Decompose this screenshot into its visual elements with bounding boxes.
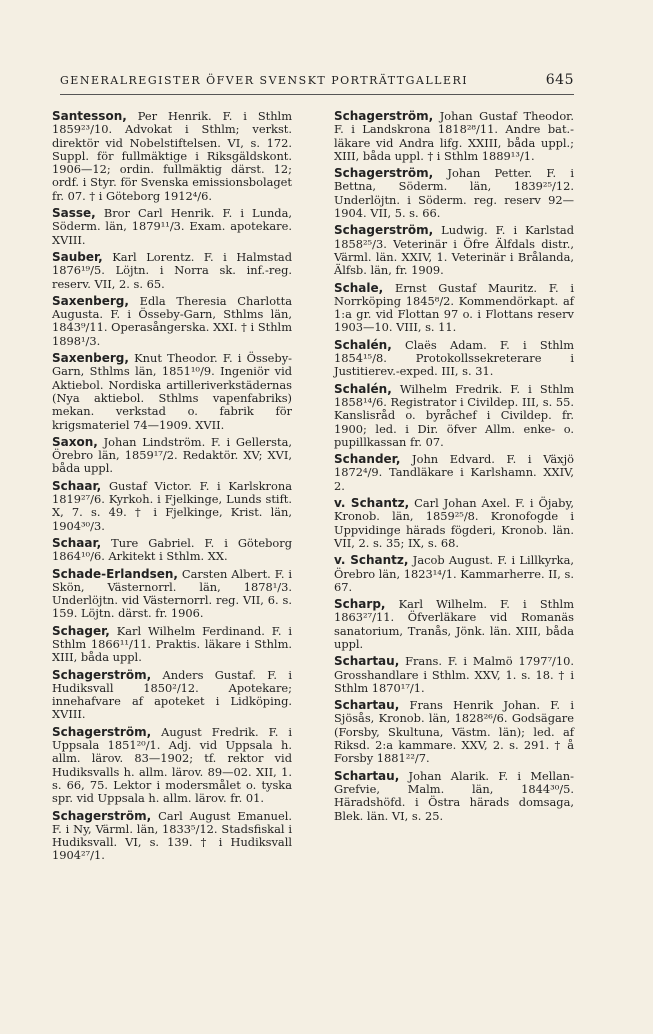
entry-name: Schagerström, <box>334 166 434 181</box>
register-entry <box>334 167 574 220</box>
register-entry <box>52 537 292 564</box>
left-column <box>52 110 292 867</box>
register-entry <box>334 497 574 550</box>
entry-text: Ludwig. F. i Karlstad 1858²⁵/3. Veterinär i Öfre Älfdals distr., Värml. län. XXIV, 1. Veterinär i Brålanda, Älfsb. län, fr. 1909. <box>334 223 574 278</box>
entry-text: Jacob August. F. i Lillkyrka, Örebro län, 1823¹⁴/1. Kammarherre. II, s. 67. <box>334 553 574 594</box>
entry-name: Saxenberg, <box>52 351 129 366</box>
register-entry <box>52 669 292 722</box>
entry-text: Frans Henrik Johan. F. i Sjösås, Kronob. län, 1828²⁶/6. Godsägare (Forsby, Skultuna, Västm. län); led. af Riksd. 2:a kammare. XXV, 2. s. 291. † å Forsby 1881²²/7. <box>334 698 574 766</box>
entry-name: v. Schantz, <box>334 553 409 568</box>
entry-text: Per Henrik. F. i Sthlm 1859²³/10. Advokat i Sthlm; verkst. direktör vid Nobelstiftelsen. VI, s. 172. Suppl. för fullmäktige i Riksgäldskont. 1906—12; ordin. fullmäktig därst. 12; ordf. i Styr. för Svenska emissionsbolaget fr. 07. † i Göteborg 1912⁴/6. <box>52 109 292 203</box>
entry-text: Johan Gustaf Theodor. F. i Landskrona 1818²⁸/11. Andre bat.-läkare vid Andra lifg. XXIII, båda uppl.; XIII, båda uppl. † i Sthlm 1889¹³/1. <box>334 109 574 163</box>
entry-text: Ernst Gustaf Mauritz. F. i Norrköping 1845⁸/2. Kommendörkapt. af 1:a gr. vid Flottan 97 o. i Flottans reserv 1903—10. VIII, s. 11. <box>334 280 574 335</box>
entry-name: Schagerström, <box>52 808 152 823</box>
entry-text: John Edvard. F. i Växjö 1872⁴/9. Tandläkare i Karlshamn. XXIV, 2. <box>334 452 574 493</box>
register-entry <box>52 110 292 203</box>
header-rule <box>60 94 574 95</box>
register-entry <box>334 224 574 277</box>
entry-text: Wilhelm Fredrik. F. i Sthlm 1858¹⁴/6. Registrator i Civildep. III, s. 55. Kanslisråd o. byråchef i Civildep. fr. 1900; led. i Dir. öfver Allm. enke- o. pupillkassan fr. 07. <box>334 381 574 449</box>
entry-text: Johan Lindström. F. i Gellersta, Örebro län, 1859¹⁷/2. Redaktör. XV; XVI, båda uppl. <box>52 434 292 476</box>
entry-name: Schade-Erlandsen, <box>52 566 178 581</box>
register-entry <box>334 770 574 823</box>
register-entry <box>334 598 574 651</box>
entry-name: Scharp, <box>334 597 386 612</box>
entry-name: Schartau, <box>334 654 400 669</box>
entry-name: Schalén, <box>334 381 392 396</box>
entry-text: Gustaf Victor. F. i Karlskrona 1819²⁷/6. Kyrkoh. i Fjelkinge, Lunds stift. X, 7. s. 49. † i Fjelkinge, Krist. län, 1904³⁰/3. <box>52 478 292 533</box>
register-entry <box>52 207 292 247</box>
register-entry <box>52 295 292 348</box>
register-entry <box>52 436 292 476</box>
entry-text: Bror Carl Henrik. F. i Lunda, Söderm. län, 1879¹¹/3. Exam. apotekare. XVIII. <box>52 206 292 247</box>
entry-name: Sasse, <box>52 206 96 221</box>
entry-name: v. Schantz, <box>334 496 410 511</box>
entry-name: Schager, <box>52 623 110 638</box>
entry-name: Sauber, <box>52 249 103 264</box>
entry-text: Frans. F. i Malmö 1797⁷/10. Grosshandlare i Sthlm. XXV, 1. s. 18. † i Sthlm 1870¹⁷/1. <box>334 654 574 695</box>
entry-text: Karl Wilhelm Ferdinand. F. i Sthlm 1866¹¹/11. Praktis. läkare i Sthlm. XIII, båda uppl. <box>52 623 292 665</box>
entry-name: Schagerström, <box>334 109 434 123</box>
page-header <box>60 74 574 90</box>
entry-name: Santesson, <box>52 109 127 123</box>
entry-text: August Fredrik. F. i Uppsala 1851²⁰/1. Adj. vid Uppsala h. allm. lärov. 83—1902; tf. rektor vid Hudiksvalls h. allm. lärov. 89—02. XII, 1. s. 66, 75. Lektor i modersmålet o. tyska spr. vid Uppsala h. allm. lärov. fr. 01. <box>52 724 292 806</box>
entry-text: Carl Johan Axel. F. i Öjaby, Kronob. län, 1859²⁵/8. Kronofogde i Uppvidinge härads fögderi, Kronob. län. VII, 2. s. 35; IX, s. 68. <box>334 496 574 550</box>
entry-name: Saxenberg, <box>52 293 129 308</box>
entry-text: Anders Gustaf. F. i Hudiksvall 1850²/12. Apotekare; innehafvare af apoteket i Lidköping. XVIII. <box>52 667 292 722</box>
entry-name: Schagerström, <box>52 724 152 739</box>
register-entry <box>52 810 292 863</box>
entry-text: Karl Lorentz. F. i Halmstad 1876¹⁹/5. Löjtn. i Norra sk. inf.-reg. reserv. VII, 2. s. 65. <box>52 249 292 291</box>
register-entry <box>334 282 574 335</box>
register-entry <box>52 352 292 432</box>
register-entry <box>52 625 292 665</box>
entry-text: Johan Alarik. F. i Mellan-Grefvie, Malm. län, 1844³⁰/5. Häradshöfd. i Östra härads domsaga, Blek. län. VI, s. 25. <box>334 768 574 823</box>
entry-name: Schartau, <box>334 698 400 713</box>
register-entry <box>334 110 574 163</box>
register-entry <box>334 655 574 695</box>
entry-text: Claës Adam. F. i Sthlm 1854¹⁵/8. Protokollssekreterare i Justitierev.-exped. III, s. 31. <box>334 337 574 379</box>
register-entry <box>52 480 292 533</box>
entry-name: Schagerström, <box>52 667 152 682</box>
entry-name: Schartau, <box>334 768 400 783</box>
entry-text: Ture Gabriel. F. i Göteborg 1864¹⁰/6. Arkitekt i Sthlm. XX. <box>52 535 292 564</box>
register-entry <box>334 383 574 449</box>
entry-text: Edla Theresia Charlotta Augusta. F. i Össeby-Garn, Sthlms län, 1843⁹/11. Operasångerska. XXI. † i Sthlm 1898¹/3. <box>52 293 292 348</box>
entry-name: Schander, <box>334 452 401 467</box>
register-entry <box>334 554 574 594</box>
register-entry <box>334 699 574 765</box>
entry-name: Schagerström, <box>334 223 434 238</box>
entry-name: Schale, <box>334 280 384 295</box>
page-number: 645 <box>545 72 574 88</box>
register-entry <box>52 568 292 621</box>
entry-text: Johan Petter. F. i Bettna, Söderm. län, 1839²⁵/12. Underlöjtn. i Söderm. reg. reserv 92—1904. VII, 5. s. 66. <box>334 166 574 221</box>
register-entry <box>334 339 574 379</box>
entry-name: Schaar, <box>52 535 102 550</box>
entry-text: Karl Wilhelm. F. i Sthlm 1863²⁷/11. Öfverläkare vid Romanäs sanatorium, Tranås, Jönk. län. XIII, båda uppl. <box>334 597 574 651</box>
entry-name: Schalén, <box>334 337 392 352</box>
entry-text: Carsten Albert. F. i Skön, Västernorrl. län, 1878¹/3. Underlöjtn. vid Västernorrl. reg. VII, 6. s. 159. Löjtn. därst. fr. 1906. <box>52 566 292 621</box>
running-title: GENERALREGISTER ÖFVER SVENSKT PORTRÄTTGALLERI <box>60 74 469 87</box>
entry-text: Carl August Emanuel. F. i Ny, Värml. län, 1833⁵/12. Stadsfiskal i Hudiksvall. VI, s. 139. † i Hudiksvall 1904²⁷/1. <box>52 808 292 863</box>
register-entry <box>52 251 292 291</box>
entry-name: Saxon, <box>52 434 98 449</box>
right-column <box>334 110 574 827</box>
register-entry <box>52 726 292 806</box>
entry-name: Schaar, <box>52 478 102 493</box>
register-entry <box>334 453 574 493</box>
entry-text: Knut Theodor. F. i Össeby-Garn, Sthlms län, 1851¹⁰/9. Ingeniör vid Aktiebol. Nordiska artilleriverkstädernas (Nya aktiebol. Sthlms vapenfabriks) mekan. verkstad o. fabrik för krigsmateriel 74—1909. XVII. <box>52 351 292 432</box>
